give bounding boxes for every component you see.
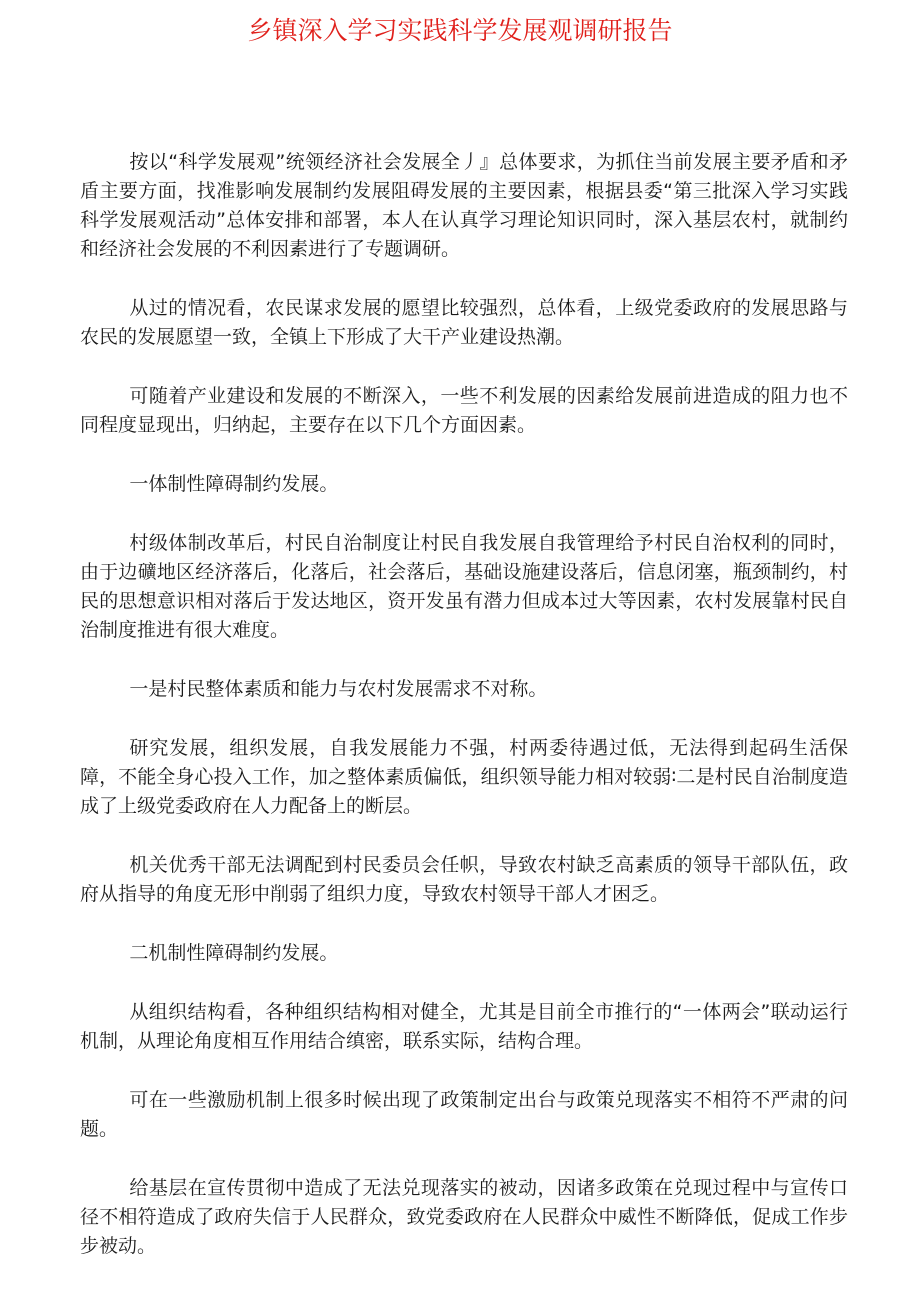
document-body bbox=[80, 148, 848, 1291]
document-title: 乡镇深入学习实践科学发展观调研报告 bbox=[247, 16, 673, 45]
paragraph-incentive: 可在一些激励机制上很多时候出现了政策制定出台与政策兑现落实不相符不严肃的问题。 bbox=[80, 1089, 848, 1140]
paragraph-situation: 从过的情况看，农民谋求发展的愿望比较强烈，总体看，上级党委政府的发展思路与农民的发展愿望一致，全镇上下形成了大干产业建设热潮。 bbox=[80, 297, 848, 348]
section-heading-mechanism: 二机制性障碍制约发展。 bbox=[129, 942, 339, 964]
paragraph-intro: 按以“科学发展观”统领经济社会发展全丿』总体要求，为抓住当前发展主要矛盾和矛盾主要方面，找准影响发展制约发展阻碍发展的主要因素，根据县委“第三批深入学习实践科学发展观活动”总体安排和部署，本人在认真学习理论知识同时，深入基层农村，就制约和经济社会发展的不利因素进行了专题调研。 bbox=[80, 151, 848, 260]
paragraph-cadres: 机关优秀干部无法调配到村民委员会任帜，导致农村缺乏高素质的领导干部队伍，政府从指导的角度无形中削弱了组织力度，导致农村领导干部人才困乏。 bbox=[80, 854, 848, 905]
paragraph-research: 研究发展，组织发展，自我发展能力不强，村两委待遇过低，无法得到起码生活保障，不能全身心投入工作，加之整体素质偏低，组织领导能力相对较弱∶二是村民自治制度造成了上级党委政府在人力配备上的断层。 bbox=[80, 737, 848, 817]
paragraph-problems: 可随着产业建设和发展的不断深入，一些不利发展的因素给发展前进造成的阻力也不同程度显现出，归纳起，主要存在以下几个方面因素。 bbox=[80, 385, 848, 436]
section-heading-institutional: 一体制性障碍制约发展。 bbox=[129, 473, 339, 495]
subheading-quality: 一是村民整体素质和能力与农村发展需求不对称。 bbox=[129, 678, 548, 700]
paragraph-organization: 从组织结构看，各种组织结构相对健全，尤其是目前全市推行的“一体两会”联动运行机制，从理论角度相互作用结合缜密，联系实际，结构合理。 bbox=[80, 1001, 848, 1052]
paragraph-village-system: 村级体制改革后，村民自治制度让村民自我发展自我管理给予村民自治权利的同时，由于边礦地区经济落后，化落后，社会落后，基础设施建设落后，信息闭塞，瓶颈制约，村民的思想意识相对落后于发达地区，资开发虽有潜力但成本过大等因素，农村发展靠村民自治制度推进有很大难度。 bbox=[80, 532, 848, 641]
paragraph-publicity: 给基层在宣传贯彻中造成了无法兑现落实的被动，因诸多政策在兑现过程中与宣传口径不相符造成了政府失信于人民群众，致党委政府在人民群众中威性不断降低，促成工作步步被动。 bbox=[80, 1177, 848, 1257]
